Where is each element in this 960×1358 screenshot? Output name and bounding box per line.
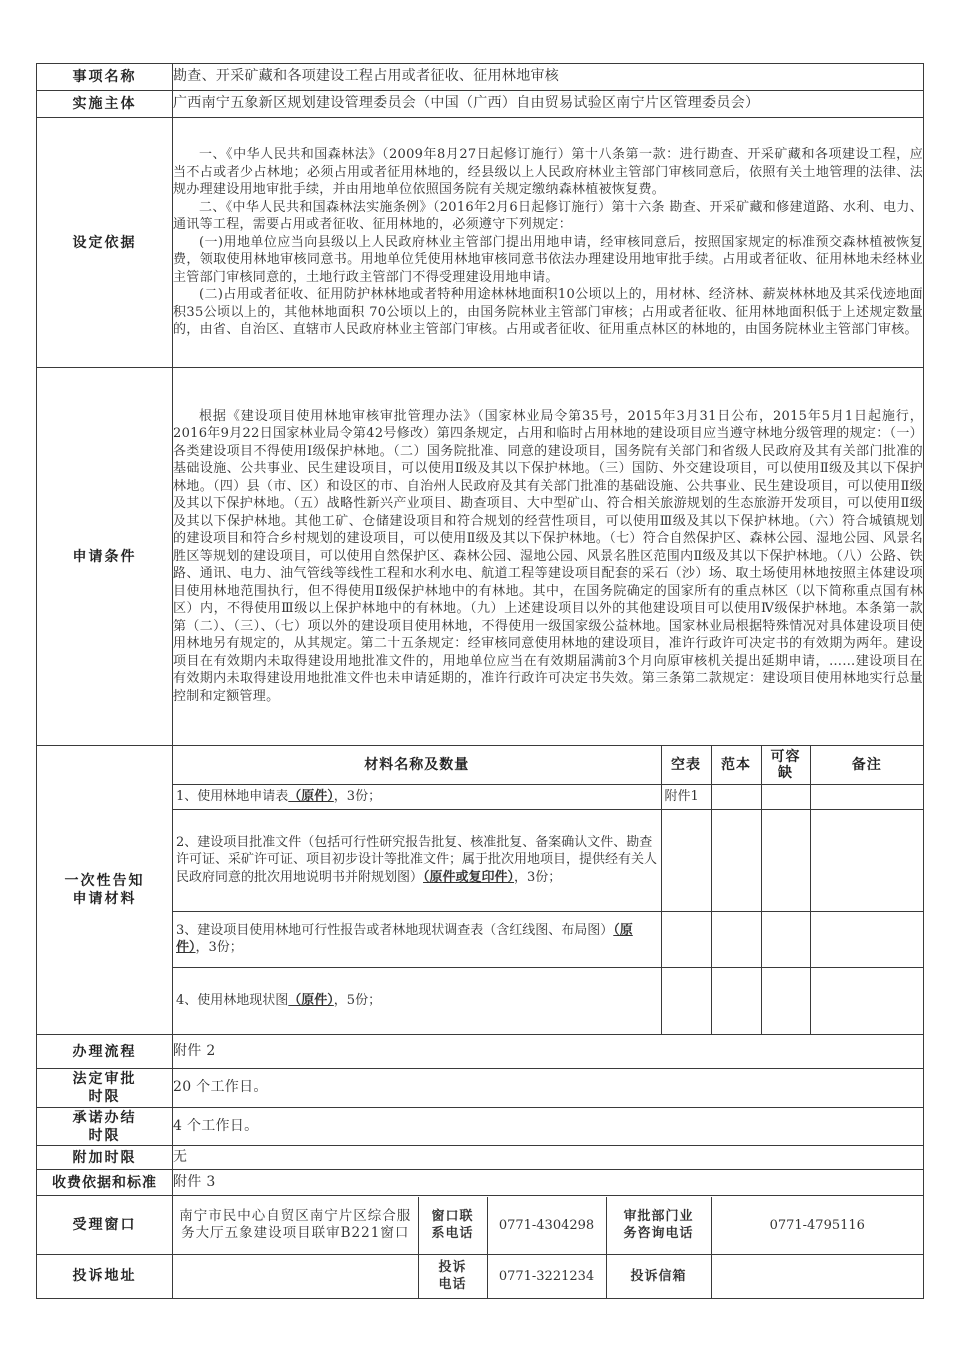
conditions-value — [173, 368, 924, 746]
header-optional-text: 可容缺 — [770, 748, 801, 781]
header-material-name: 材料名称及数量 — [173, 746, 661, 784]
material-row — [173, 809, 923, 911]
window-location: 南宁市民中心自贸区南宁片区综合服务大厅五象建设项目联审B221窗口 — [173, 1197, 418, 1255]
extra-limit-value: 无 — [173, 1146, 924, 1170]
material-optional — [761, 911, 810, 967]
complaint-address-label: 投诉地址 — [72, 1268, 137, 1284]
legal-basis-paragraph: 二、《中华人民共和国森林法实施条例》（2016年2月6日起修订施行）第十六条 勘查、开采矿藏和修建道路、水利、电力、通讯等工程，需要占用或者征收、征用林地的，必须遵守下列规定： — [173, 199, 923, 233]
window-phone-label: 窗口联系电话 — [418, 1197, 487, 1255]
legal-basis-paragraph: (一)用地单位应当向县级以上人民政府林业主管部门提出用地申请，经审核同意后，按照国家规定的标准预交森林植被恢复费，领取使用林地审核同意书。用地单位凭使用林地审核同意书依法办理建设用地审批手续。占用或者征收、征用林地未经林业主管部门审核同意的，土地行政主管部门不得受理建设用地申请。 — [173, 234, 923, 285]
complaint-mailbox-label: 投诉信箱 — [606, 1255, 711, 1298]
legal-basis-paragraph: (二)占用或者征收、征用防护林林地或者特种用途林林地面积10公顷以上的，用材林、经济林、薪炭林林地及其采伐迹地面积35公顷以上的，其他林地面积 70公顷以上的，由国务院林业主管部门审核；占用或者征收、征用林地面积低于上述规定数量的，由省、自治区、直辖市人民政府林业主管部门审核。占用或者征收、征用重点林区的林地的，由国务院林业主管部门审核。 — [173, 287, 923, 338]
complaint-address — [173, 1255, 418, 1298]
implementer-label: 实施主体 — [37, 91, 173, 118]
row-item-name — [37, 64, 924, 91]
window-label-text: 受理窗口 — [37, 1196, 172, 1255]
material-remarks — [810, 784, 923, 809]
header-blank-form: 空表 — [661, 746, 711, 784]
material-sample — [711, 911, 761, 967]
row-contacts — [37, 1196, 924, 1299]
contacts-cell — [173, 1196, 924, 1299]
material-form-requirement: （原件或复印件） — [423, 869, 515, 885]
legal-limit-label: 法定审批时限 — [37, 1069, 173, 1108]
implementer-value: 广西南宁五象新区规划建设管理委员会（中国（广西）自由贸易试验区南宁片区管理委员会） — [173, 91, 924, 118]
material-form-requirement: （原件） — [288, 788, 334, 804]
materials-header-row — [173, 746, 923, 784]
row-fee — [37, 1170, 924, 1196]
row-conditions — [37, 368, 924, 746]
row-legal-limit — [37, 1069, 924, 1108]
window-phone[interactable]: 0771-4304298 — [487, 1197, 606, 1255]
materials-table — [173, 746, 923, 1034]
material-optional — [761, 784, 810, 809]
service-guide-document — [36, 63, 924, 1299]
row-process — [37, 1035, 924, 1069]
row-implementer — [37, 91, 924, 118]
window-row — [173, 1197, 923, 1255]
promised-limit-value: 4 个工作日。 — [173, 1108, 924, 1146]
material-blank-form — [661, 967, 711, 1034]
conditions-text: 根据《建设项目使用林地审核审批管理办法》（国家林业局令第35号，2015年3月31日公布，2015年5月1日起施行，2016年9月22日国家林业局令第42号修改）第四条规定，占用和临时占用林地的建设项目应当遵守林地分级管理的规定：（一）各类建设项目不得使用Ⅰ级保护林地。（二）国务院批准、同意的建设项目，国务院有关部门和省级人民政府及其有关部门批准的基础设施、公共事业、民生建设项目，可以使用Ⅱ级及其以下保护林地。（三）国防、外交建设项目，可以使用Ⅱ级及其以下保护林地。（四）县（市、区）和设区的市、自治州人民政府及其有关部门批准的基础设施、公共事业、民生建设项目，可以使用Ⅱ级及其以下保护林地。（五）战略性新兴产业项目、勘查项目、大中型矿山、符合相关旅游规划的生态旅游开发项目，可以使用Ⅱ级及其以下保护林地。其他工矿、仓储建设项目和符合规划的经营性项目，可以使用Ⅲ级及其以下保护林地。（六）符合城镇规划的建设项目和符合乡村规划的建设项目，可以使用Ⅱ级及其以下保护林地。（七）符合自然保护区、森林公园、湿地公园、风景名胜区等规划的建设项目，可以使用自然保护区、森林公园、湿地公园、风景名胜区范围内Ⅱ级及其以下保护林地。（八）公路、铁路、通讯、电力、油气管线等线性工程和水利水电、航道工程等建设项目配套的采石（沙）场、取土场使用林地按照主体建设项目使用林地范围执行，但不得使用Ⅱ级保护林地中的有林地。其中，在国务院确定的国家所有的重点林区（以下简称重点国有林区）内，不得使用Ⅲ级以上保护林地中的有林地。（九）上述建设项目以外的其他建设项目可以使用Ⅳ级保护林地。本条第一款第（二）、（三）、（七）项以外的建设项目使用林地，不得使用一级国家级公益林地。国家林业局根据特殊情况对具体建设项目使用林地另有规定的，从其规定。第二十五条规定：经审核同意使用林地的建设项目，准许行政许可决定书的有效期为两年。建设项目在有效期内未取得建设用地批准文件的，用地单位应当在有效期届满前3个月向原审核机关提出延期申请，……建设项目在有效期内未取得建设用地批准文件也未申请延期的，准许行政许可决定书失效。第三条第二款规定：建设项目使用林地实行总量控制和定额管理。 — [173, 408, 923, 704]
legal-basis-label: 设定依据 — [37, 118, 173, 368]
header-sample: 范本 — [711, 746, 761, 784]
material-row — [173, 911, 923, 967]
header-remarks: 备注 — [810, 746, 923, 784]
complaint-row — [173, 1255, 923, 1298]
material-remarks — [810, 809, 923, 911]
service-guide-table — [36, 63, 924, 1299]
material-name: 3、建设项目使用林地可行性报告或者林地现状调查表（含红线图、布局图）（原件），3份； — [173, 911, 661, 967]
materials-cell — [173, 746, 924, 1035]
legal-basis-value — [173, 118, 924, 368]
dept-phone[interactable]: 0771-4795116 — [711, 1197, 923, 1255]
row-promised-limit — [37, 1108, 924, 1146]
extra-limit-label: 附加时限 — [37, 1146, 173, 1170]
materials-label — [37, 746, 173, 1035]
complaint-phone-label: 投诉电话 — [418, 1255, 487, 1298]
material-sample — [711, 784, 761, 809]
promised-limit-label: 承诺办结时限 — [37, 1108, 173, 1146]
material-optional — [761, 809, 810, 911]
material-name: 2、建设项目批准文件（包括可行性研究报告批复、核准批复、备案确认文件、勘查许可证、采矿许可证、项目初步设计等批准文件；属于批次用地项目，提供经有关人民政府同意的批次用地说明书并附规划图）（原件或复印件），3份； — [173, 809, 661, 911]
process-label: 办理流程 — [37, 1035, 173, 1069]
fee-value-link[interactable]: 附件 3 — [173, 1170, 924, 1196]
materials-label-text: 一次性告知申请材料 — [64, 873, 145, 907]
material-name: 1、使用林地申请表（原件），3份； — [173, 784, 661, 809]
material-form-requirement: （原件） — [288, 993, 334, 1008]
material-sample — [711, 967, 761, 1034]
conditions-label: 申请条件 — [37, 368, 173, 746]
item-name-value: 勘查、开采矿藏和各项建设工程占用或者征收、征用林地审核 — [173, 64, 924, 91]
dept-phone-label: 审批部门业务咨询电话 — [606, 1197, 711, 1255]
row-legal-basis — [37, 118, 924, 368]
window-label — [37, 1196, 173, 1299]
material-form-requirement: （原件） — [176, 922, 633, 955]
header-optional — [761, 746, 810, 784]
material-remarks — [810, 967, 923, 1034]
item-name-label: 事项名称 — [37, 64, 173, 91]
material-name: 4、使用林地现状图（原件），5份； — [173, 967, 661, 1034]
material-blank-form — [661, 911, 711, 967]
material-blank-form-link[interactable]: 附件1 — [661, 784, 711, 809]
process-value-link[interactable]: 附件 2 — [173, 1035, 924, 1069]
material-optional — [761, 967, 810, 1034]
complaint-phone[interactable]: 0771-3221234 — [487, 1255, 606, 1298]
material-row — [173, 784, 923, 809]
legal-basis-paragraph: 一、《中华人民共和国森林法》（2009年8月27日起修订施行）第十八条第一款：进行勘查、开采矿藏和各项建设工程，应当不占或者少占林地；必须占用或者征用林地的，经县级以上人民政府林业主管部门审核同意后，依照有关土地管理的法律、法规办理建设用地审批手续，并由用地单位依照国务院有关规定缴纳森林植被恢复费。 — [173, 147, 923, 198]
material-row — [173, 967, 923, 1034]
material-blank-form — [661, 809, 711, 911]
legal-limit-value: 20 个工作日。 — [173, 1069, 924, 1108]
contacts-table — [173, 1197, 923, 1298]
complaint-mailbox — [711, 1255, 923, 1298]
material-sample — [711, 809, 761, 911]
row-materials — [37, 746, 924, 1035]
row-extra-limit — [37, 1146, 924, 1170]
fee-label: 收费依据和标准 — [37, 1170, 173, 1196]
material-remarks — [810, 911, 923, 967]
